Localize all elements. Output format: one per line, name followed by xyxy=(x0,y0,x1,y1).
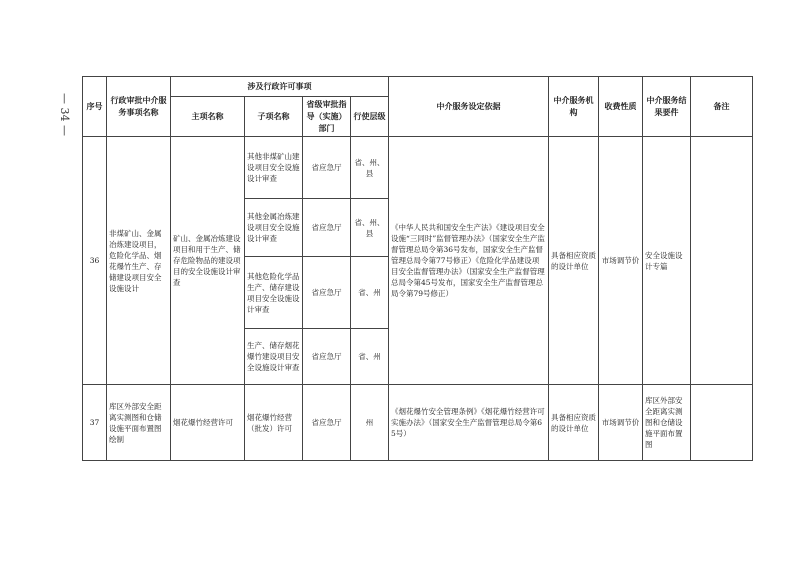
row36-seq: 36 xyxy=(83,137,107,385)
row36-dept-4: 省应急厅 xyxy=(303,329,351,385)
row37-result: 库区外部安全距离实测图和仓储设施平面布置图 xyxy=(643,385,691,461)
row37-sub: 烟花爆竹经营（批发）许可 xyxy=(245,385,303,461)
row37-seq: 37 xyxy=(83,385,107,461)
row37-fee: 市场调节价 xyxy=(599,385,643,461)
row37-level: 州 xyxy=(351,385,389,461)
row36-level-3: 省、州 xyxy=(351,257,389,329)
page-number xyxy=(54,86,74,142)
page-number-text: — 34 — xyxy=(57,92,71,136)
row37-agency: 具备相应资质的设计单位 xyxy=(549,385,599,461)
row37-remark xyxy=(691,385,753,461)
row36-sub-4: 生产、储存烟花爆竹建设项目安全设施设计审查 xyxy=(245,329,303,385)
header-involved-group: 涉及行政许可事项 xyxy=(171,77,389,97)
row36-level-2: 省、州、县 xyxy=(351,199,389,257)
row36-basis: 《中华人民共和国安全生产法》《建设项目安全设施“三同时”监督管理办法》（国家安全生产监督管理总局令第36号发布，国家安全生产监督管理总局令第77号修正）《危险化学品建设项目安全监督管理办法》（国家安全生产监督管理总局令第45号发布，国家安全生产监督管理总局令第79号修正） xyxy=(389,137,549,385)
row36-result: 安全设施设计专篇 xyxy=(643,137,691,385)
row36-sub-3: 其他危险化学品生产、储存建设项目安全设施设计审查 xyxy=(245,257,303,329)
row36-agency: 具备相应资质的设计单位 xyxy=(549,137,599,385)
row37-name: 库区外部安全距离实测图和仓储设施平面布置图绘制 xyxy=(107,385,171,461)
row36-remark xyxy=(691,137,753,385)
permit-table xyxy=(82,76,753,461)
header-main-item: 主项名称 xyxy=(171,97,245,137)
row36-name: 非煤矿山、金属冶炼建设项目，危险化学品、烟花爆竹生产、存储建设项目安全设施设计 xyxy=(107,137,171,385)
row36-sub-1: 其他非煤矿山建设项目安全设施设计审查 xyxy=(245,137,303,199)
table-row xyxy=(83,137,753,199)
header-provincial-guide: 省级审批指导（实施）部门 xyxy=(303,97,351,137)
row36-dept-2: 省应急厅 xyxy=(303,199,351,257)
header-basis: 中介服务设定依据 xyxy=(389,77,549,137)
row36-fee: 市场调节价 xyxy=(599,137,643,385)
row36-dept-3: 省应急厅 xyxy=(303,257,351,329)
header-seq: 序号 xyxy=(83,77,107,137)
header-row-1 xyxy=(83,77,753,97)
permit-table-frame xyxy=(82,76,752,461)
header-sub-item: 子项名称 xyxy=(245,97,303,137)
header-exercise-level: 行使层级 xyxy=(351,97,389,137)
row36-main-item: 矿山、金属冶炼建设项目和用于生产、储存危险物品的建设项目的安全设施设计审查 xyxy=(171,137,245,385)
row36-level-4: 省、州 xyxy=(351,329,389,385)
header-result: 中介服务结果要件 xyxy=(643,77,691,137)
row37-main-item: 烟花爆竹经营许可 xyxy=(171,385,245,461)
header-remark: 备注 xyxy=(691,77,753,137)
row36-dept-1: 省应急厅 xyxy=(303,137,351,199)
row36-level-1: 省、州、县 xyxy=(351,137,389,199)
row37-basis: 《烟花爆竹安全管理条例》《烟花爆竹经营许可实施办法》（国家安全生产监督管理总局令第65号） xyxy=(389,385,549,461)
header-admin-item: 行政审批中介服务事项名称 xyxy=(107,77,171,137)
table-row xyxy=(83,385,753,461)
row36-sub-2: 其他金属冶炼建设项目安全设施设计审查 xyxy=(245,199,303,257)
header-fee: 收费性质 xyxy=(599,77,643,137)
row37-dept: 省应急厅 xyxy=(303,385,351,461)
header-agency: 中介服务机构 xyxy=(549,77,599,137)
